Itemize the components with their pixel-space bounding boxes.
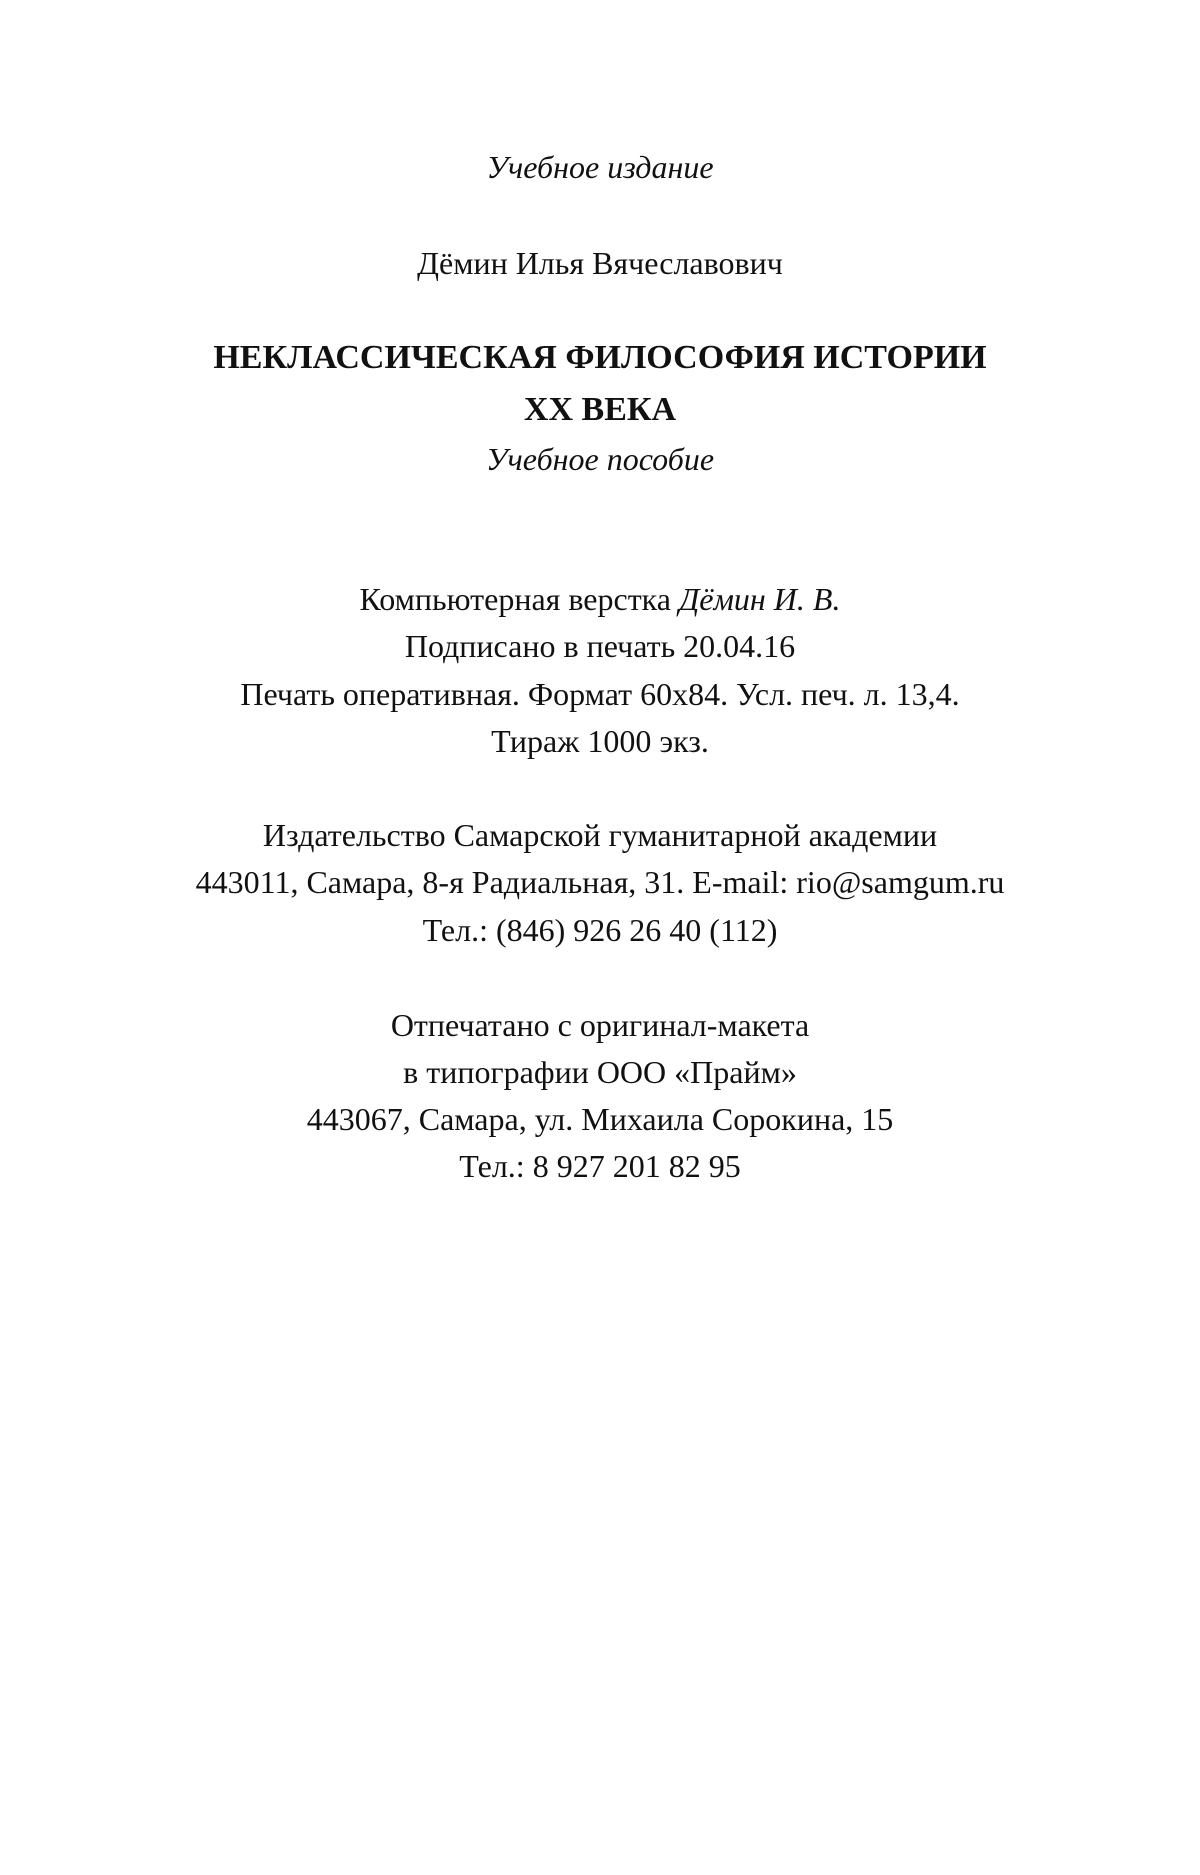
layout-credit [0,579,1200,619]
printer-line-1: Отпечатано с оригинал-макета [390,1007,810,1043]
book-title-line-2: XX ВЕКА [523,391,677,428]
publisher-phone: Тел.: (846) 926 26 40 (112) [422,912,778,948]
printer-phone: Тел.: 8 927 201 82 95 [459,1148,741,1184]
book-title-line-1: НЕКЛАССИЧЕСКАЯ ФИЛОСОФИЯ ИСТОРИИ [213,339,987,376]
print-format: Печать оперативная. Формат 60х84. Усл. печ. л. 13,4. [240,676,960,712]
printer-line-2: в типографии ООО «Прайм» [403,1054,797,1090]
book-subtitle: Учебное пособие [485,441,715,477]
publisher-name: Издательство Самарской гуманитарной академии [262,817,938,853]
edition-type: Учебное издание [486,149,714,185]
publisher-address: 443011, Самара, 8-я Радиальная, 31. E-mail: rio@samgum.ru [195,864,1005,900]
layout-person: Дёмин И. В. [678,581,841,617]
author-name: Дёмин Илья Вячеславович [417,245,783,281]
circulation: Тираж 1000 экз. [491,723,709,759]
printer-address: 443067, Самара, ул. Михаила Сорокина, 15 [306,1101,894,1137]
layout-label: Компьютерная верстка [359,581,671,617]
signed-to-print: Подписано в печать 20.04.16 [404,628,796,664]
